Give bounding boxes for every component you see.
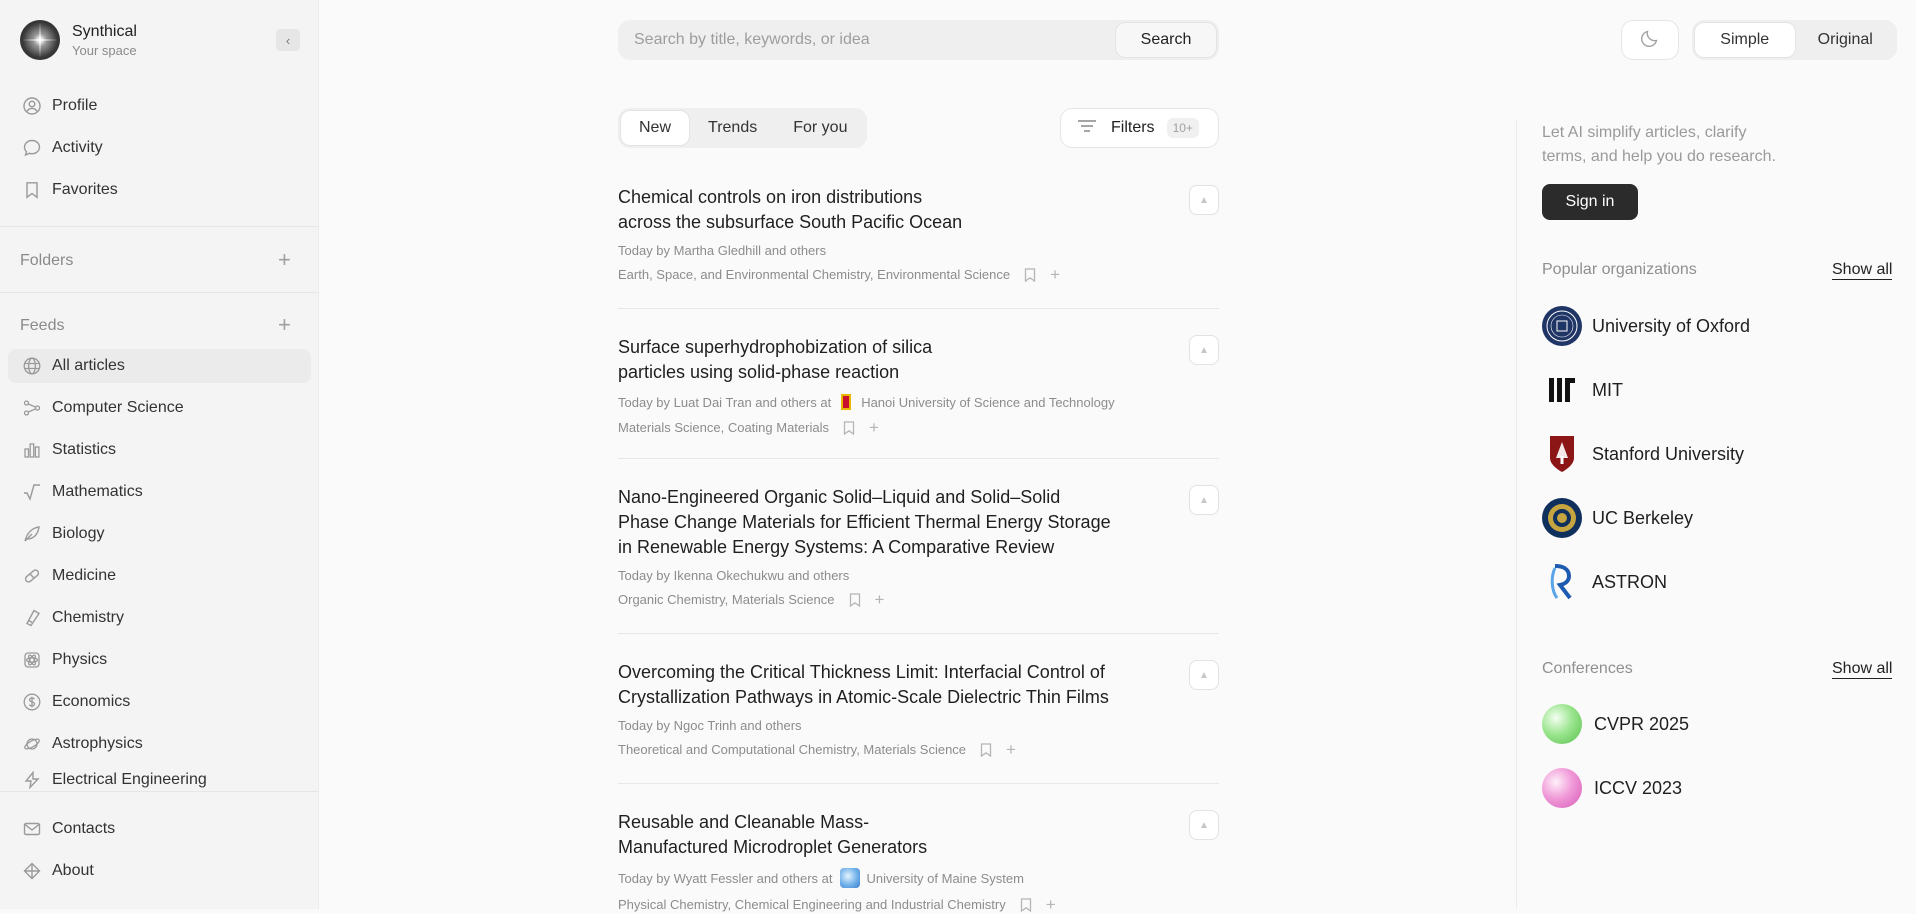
plus-icon: + bbox=[278, 247, 291, 272]
show-all-conferences-link[interactable]: Show all bbox=[1832, 660, 1893, 677]
hanoi-university-logo-icon bbox=[839, 393, 855, 411]
upvote-button[interactable] bbox=[1189, 485, 1219, 515]
tab-trends[interactable]: Trends bbox=[708, 119, 758, 136]
sidebar-item-biology[interactable] bbox=[8, 517, 311, 551]
bookmark-icon[interactable] bbox=[1024, 268, 1036, 282]
sidebar-item-mathematics[interactable] bbox=[8, 475, 311, 509]
popular-organizations-label: Popular organizations bbox=[1542, 261, 1697, 278]
filters-label: Filters bbox=[1111, 119, 1155, 136]
bookmark-icon bbox=[22, 180, 42, 200]
search-button[interactable]: Search bbox=[1115, 22, 1217, 58]
university-of-maine-logo-icon bbox=[840, 868, 860, 888]
filters-count-badge: 10+ bbox=[1167, 118, 1199, 138]
upvote-button[interactable] bbox=[1189, 185, 1219, 215]
tab-new[interactable]: New bbox=[620, 110, 690, 146]
bar-chart-icon bbox=[22, 440, 42, 460]
cvpr-logo-icon bbox=[1542, 704, 1582, 744]
add-folder-button[interactable] bbox=[278, 249, 291, 271]
org-item[interactable] bbox=[1542, 434, 1744, 474]
triangle-up-icon: ▲ bbox=[1199, 494, 1209, 506]
triangle-up-icon: ▲ bbox=[1199, 194, 1209, 206]
conference-item[interactable] bbox=[1542, 768, 1682, 808]
sidebar-item-profile[interactable] bbox=[8, 89, 311, 123]
oxford-crest-icon bbox=[1542, 306, 1582, 346]
sidebar-item-favorites[interactable] bbox=[8, 173, 311, 207]
plus-icon: + bbox=[278, 312, 291, 337]
feeds-label: Feeds bbox=[20, 317, 65, 334]
pill-icon bbox=[22, 566, 42, 586]
tab-for-you[interactable]: For you bbox=[793, 119, 848, 136]
bookmark-icon[interactable] bbox=[849, 593, 861, 607]
feed-tabs bbox=[618, 108, 867, 148]
sidebar-item-medicine[interactable] bbox=[8, 559, 311, 593]
add-to-folder-button[interactable]: + bbox=[868, 418, 879, 437]
collapse-sidebar-button[interactable] bbox=[276, 29, 300, 51]
triangle-up-icon: ▲ bbox=[1199, 669, 1209, 681]
org-name: Stanford University bbox=[1592, 443, 1745, 464]
bolt-icon bbox=[22, 770, 42, 790]
article-tags: Theoretical and Computational Chemistry, Materials Science + bbox=[618, 740, 1016, 759]
sidebar-item-all-articles[interactable] bbox=[8, 349, 311, 383]
article-meta: Today by Wyatt Fessler and others at University of Maine System bbox=[618, 868, 1219, 888]
chat-icon bbox=[22, 138, 42, 158]
divider bbox=[0, 292, 319, 293]
article-title[interactable]: Chemical controls on iron distributions across the subsurface South Pacific Ocean bbox=[618, 187, 963, 232]
chevron-left-icon: ‹ bbox=[285, 32, 291, 48]
article-tags: Physical Chemistry, Chemical Engineering and Industrial Chemistry + bbox=[618, 895, 1056, 914]
divider bbox=[0, 791, 319, 792]
user-icon bbox=[22, 96, 42, 116]
sidebar-item-economics[interactable] bbox=[8, 685, 311, 719]
upvote-button[interactable] bbox=[1189, 660, 1219, 690]
leaf-icon bbox=[22, 524, 42, 544]
sidebar-item-label: Activity bbox=[52, 139, 103, 156]
article-item[interactable] bbox=[618, 660, 1219, 758]
article-tags: Materials Science, Coating Materials + bbox=[618, 418, 879, 437]
conferences-label: Conferences bbox=[1542, 660, 1633, 677]
view-mode-toggle bbox=[1692, 20, 1897, 60]
add-to-folder-button[interactable]: + bbox=[1006, 740, 1016, 759]
divider bbox=[618, 458, 1219, 459]
mode-simple[interactable]: Simple bbox=[1694, 22, 1796, 58]
sidebar-item-astrophysics[interactable] bbox=[8, 727, 311, 761]
astron-logo-icon bbox=[1542, 562, 1582, 602]
mode-original[interactable]: Original bbox=[1817, 31, 1873, 48]
sidebar-item-computer-science[interactable] bbox=[8, 391, 311, 425]
sidebar-item-label: Medicine bbox=[52, 567, 117, 584]
sidebar-item-label: Electrical Engineering bbox=[52, 771, 207, 788]
mail-icon bbox=[22, 819, 42, 839]
brand[interactable] bbox=[20, 20, 137, 60]
sidebar-item-label: Favorites bbox=[52, 181, 118, 198]
planet-icon bbox=[22, 734, 42, 754]
sidebar-item-label: Astrophysics bbox=[52, 735, 143, 752]
article-title[interactable]: Surface superhydrophobization of silica particles using solid-phase reaction bbox=[618, 337, 933, 382]
stanford-logo-icon bbox=[1542, 434, 1582, 474]
bookmark-icon[interactable] bbox=[1020, 898, 1032, 912]
sidebar-item-electrical-engineering[interactable] bbox=[8, 769, 311, 791]
article-tags: Earth, Space, and Environmental Chemistry, Environmental Science + bbox=[618, 265, 1061, 284]
article-title[interactable]: Overcoming the Critical Thickness Limit: Interfacial Control of Crystallization Pathways in Atomic-Scale Dielectric Thin Films bbox=[618, 662, 1109, 707]
add-feed-button[interactable] bbox=[278, 314, 291, 336]
sidebar-item-chemistry[interactable] bbox=[8, 601, 311, 635]
search-input[interactable] bbox=[634, 29, 1094, 51]
article-item[interactable] bbox=[618, 485, 1219, 608]
sign-in-button[interactable]: Sign in bbox=[1542, 184, 1638, 220]
globe-icon bbox=[22, 356, 42, 376]
show-all-organizations-link[interactable]: Show all bbox=[1832, 261, 1893, 278]
sidebar-item-label: Computer Science bbox=[52, 399, 184, 416]
org-name: ASTRON bbox=[1592, 571, 1668, 592]
sidebar-item-statistics[interactable] bbox=[8, 433, 311, 467]
conference-name: ICCV 2023 bbox=[1594, 777, 1683, 798]
org-item[interactable] bbox=[1542, 562, 1667, 602]
mit-logo-icon bbox=[1542, 370, 1582, 410]
dollar-icon bbox=[22, 692, 42, 712]
divider bbox=[618, 633, 1219, 634]
brand-subtitle: Your space bbox=[72, 42, 137, 58]
org-item[interactable] bbox=[1542, 498, 1693, 538]
sidebar-item-label: Profile bbox=[52, 97, 98, 114]
signin-pitch: Let AI simplify articles, clarify terms, and help you do research. bbox=[1542, 124, 1776, 165]
theme-toggle-button[interactable] bbox=[1621, 20, 1679, 60]
brand-name: Synthical bbox=[72, 22, 137, 40]
upvote-button[interactable] bbox=[1189, 335, 1219, 365]
folders-label: Folders bbox=[20, 252, 74, 269]
triangle-up-icon: ▲ bbox=[1199, 819, 1209, 831]
org-item[interactable] bbox=[1542, 306, 1750, 346]
org-name: University of Oxford bbox=[1592, 315, 1751, 336]
flask-icon bbox=[22, 608, 42, 628]
article-item[interactable] bbox=[618, 335, 1219, 436]
article-org[interactable]: University of Maine System bbox=[866, 870, 1024, 886]
sidebar-item-label: Physics bbox=[52, 651, 108, 668]
article-title[interactable]: Nano-Engineered Organic Solid–Liquid and Solid–Solid Phase Change Materials for Efficient Thermal Energy Storage in Renewable Energy Systems: A Comparative Review bbox=[618, 487, 1111, 557]
atom-icon bbox=[22, 650, 42, 670]
conference-item[interactable] bbox=[1542, 704, 1689, 744]
org-name: UC Berkeley bbox=[1592, 507, 1694, 528]
sidebar-scroll-clip bbox=[0, 769, 319, 791]
filter-lines-icon bbox=[1077, 119, 1099, 138]
sidebar-item-physics[interactable] bbox=[8, 643, 311, 677]
divider bbox=[0, 226, 319, 227]
sidebar-item-contacts[interactable] bbox=[8, 812, 311, 846]
org-item[interactable] bbox=[1542, 370, 1623, 410]
iccv-logo-icon bbox=[1542, 768, 1582, 808]
article-tags: Organic Chemistry, Materials Science + bbox=[618, 590, 885, 609]
add-to-folder-button[interactable]: + bbox=[1045, 895, 1056, 914]
org-name: MIT bbox=[1592, 379, 1623, 400]
article-meta: Today by Luat Dai Tran and others at Hanoi University of Science and Technology bbox=[618, 394, 1115, 410]
add-to-folder-button[interactable]: + bbox=[1050, 265, 1061, 284]
add-to-folder-button[interactable]: + bbox=[874, 590, 885, 609]
sidebar-item-activity[interactable] bbox=[8, 131, 311, 165]
article-meta: Today by Ngoc Trinh and others bbox=[618, 718, 802, 733]
berkeley-seal-icon bbox=[1542, 498, 1582, 538]
sidebar-item-label: Economics bbox=[52, 693, 131, 710]
conference-name: CVPR 2025 bbox=[1594, 713, 1690, 734]
search-bar bbox=[618, 20, 1219, 60]
moon-icon bbox=[1640, 28, 1660, 53]
sidebar-item-about[interactable] bbox=[8, 854, 311, 888]
synthical-logo-icon bbox=[20, 20, 60, 60]
article-meta: Today by Martha Gledhill and others bbox=[618, 243, 827, 258]
sidebar-item-label: Mathematics bbox=[52, 483, 143, 500]
divider bbox=[618, 308, 1219, 309]
diamond-icon bbox=[22, 861, 42, 881]
bookmark-icon[interactable] bbox=[980, 743, 992, 757]
divider bbox=[618, 783, 1219, 784]
sidebar-item-label: Contacts bbox=[52, 820, 116, 837]
sidebar-item-label: All articles bbox=[52, 357, 125, 374]
share-nodes-icon bbox=[22, 398, 42, 418]
filters-button[interactable] bbox=[1060, 108, 1219, 148]
sidebar-item-label: Chemistry bbox=[52, 609, 125, 626]
sqrt-icon bbox=[22, 482, 42, 502]
right-panel-border bbox=[1516, 120, 1517, 909]
sidebar-item-label: Biology bbox=[52, 525, 105, 542]
article-item[interactable] bbox=[618, 810, 1219, 913]
article-org[interactable]: Hanoi University of Science and Technology bbox=[861, 394, 1115, 410]
article-title[interactable]: Reusable and Cleanable Mass- Manufactured Microdroplet Generators bbox=[618, 812, 928, 857]
bookmark-icon[interactable] bbox=[843, 421, 855, 435]
article-item[interactable] bbox=[618, 185, 1219, 283]
triangle-up-icon: ▲ bbox=[1199, 344, 1209, 356]
upvote-button[interactable] bbox=[1189, 810, 1219, 840]
article-meta: Today by Ikenna Okechukwu and others bbox=[618, 568, 850, 583]
sidebar bbox=[0, 0, 319, 909]
sidebar-item-label: Statistics bbox=[52, 441, 117, 458]
sidebar-item-label: About bbox=[52, 862, 94, 879]
